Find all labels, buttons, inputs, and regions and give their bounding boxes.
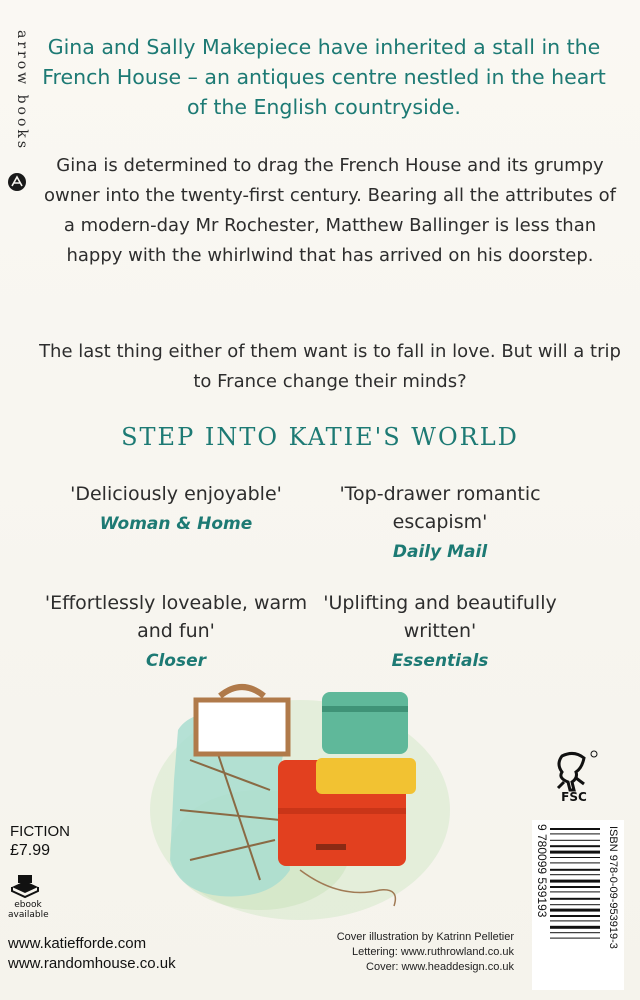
barcode-bar <box>550 886 600 888</box>
barcode-bar <box>550 915 600 917</box>
barcode-bar <box>550 828 600 830</box>
barcode-bar <box>550 851 600 854</box>
quote-text: 'Top-drawer romantic escapism' <box>339 483 541 533</box>
barcode-bar <box>550 840 600 841</box>
review-quote <box>300 589 580 675</box>
barcode-bar <box>550 869 600 871</box>
review-quote <box>36 480 316 538</box>
review-quote <box>36 589 316 675</box>
barcode-bar <box>550 932 600 933</box>
quote-text: 'Uplifting and beautifully written' <box>323 592 557 642</box>
ebook-label: ebook available <box>8 900 49 920</box>
quote-text: 'Deliciously enjoyable' <box>70 483 282 505</box>
section-heading: STEP INTO KATIE'S WORLD <box>121 423 519 451</box>
quote-source: Closer <box>145 651 206 671</box>
blurb-paragraph-2: The last thing either of them want is to fall in love. But will a trip to France change their minds? <box>39 341 621 392</box>
category-label: FICTION <box>10 823 70 840</box>
barcode-bar <box>550 845 600 847</box>
spine-publisher: arrow books <box>14 30 30 152</box>
cover-credits <box>300 930 514 975</box>
fsc-label: FSC <box>561 790 587 804</box>
price-label: £7.99 <box>10 842 51 859</box>
barcode-bar <box>550 920 600 921</box>
barcode-bar <box>550 880 600 883</box>
barcode-digits: 9 780099 539193 <box>535 824 549 918</box>
ebook-icon <box>10 873 40 899</box>
quote-source: Essentials <box>391 651 489 671</box>
website-link[interactable]: www.randomhouse.co.uk <box>8 955 176 972</box>
barcode-bar <box>550 909 600 912</box>
barcode-bar <box>550 891 600 892</box>
isbn-label: ISBN 978-0-09-953919-3 <box>607 826 619 949</box>
review-quote <box>300 480 580 566</box>
barcode-bar <box>550 833 600 834</box>
barcode-bar <box>550 938 600 939</box>
arrow-logo-icon <box>7 172 27 192</box>
barcode-bar <box>550 904 600 905</box>
barcode-bar <box>550 862 600 863</box>
website-link[interactable]: www.katiefforde.com <box>8 935 147 952</box>
barcode-bar <box>550 926 600 929</box>
luggage-illustration <box>150 670 480 930</box>
barcode-bar <box>550 898 600 900</box>
barcode-bar <box>550 857 600 858</box>
blurb-intro: Gina and Sally Makepiece have inherited a stall in the French House – an antiques centre nestled in the heart of the English countryside. <box>42 35 606 119</box>
isbn-barcode <box>532 820 624 990</box>
quote-text: 'Effortlessly loveable, warm and fun' <box>44 592 308 642</box>
credit-line: Cover illustration by Katrinn Pelletier <box>336 931 514 943</box>
fsc-tree-logo-icon <box>544 748 604 818</box>
credit-line: Cover: www.headdesign.co.uk <box>366 961 514 973</box>
quote-source: Woman & Home <box>99 514 253 534</box>
credit-line: Lettering: www.ruthrowland.co.uk <box>351 946 514 958</box>
barcode-bar <box>550 874 600 875</box>
website-links <box>8 934 176 974</box>
blurb-paragraph-1: Gina is determined to drag the French House and its grumpy owner into the twenty-first century. Bearing all the attributes of a modern-day Mr Rochester, Matthew Ballinger is less than happy with the whirlwind that has arrived on his doorstep. <box>43 155 616 266</box>
quote-source: Daily Mail <box>392 542 488 562</box>
